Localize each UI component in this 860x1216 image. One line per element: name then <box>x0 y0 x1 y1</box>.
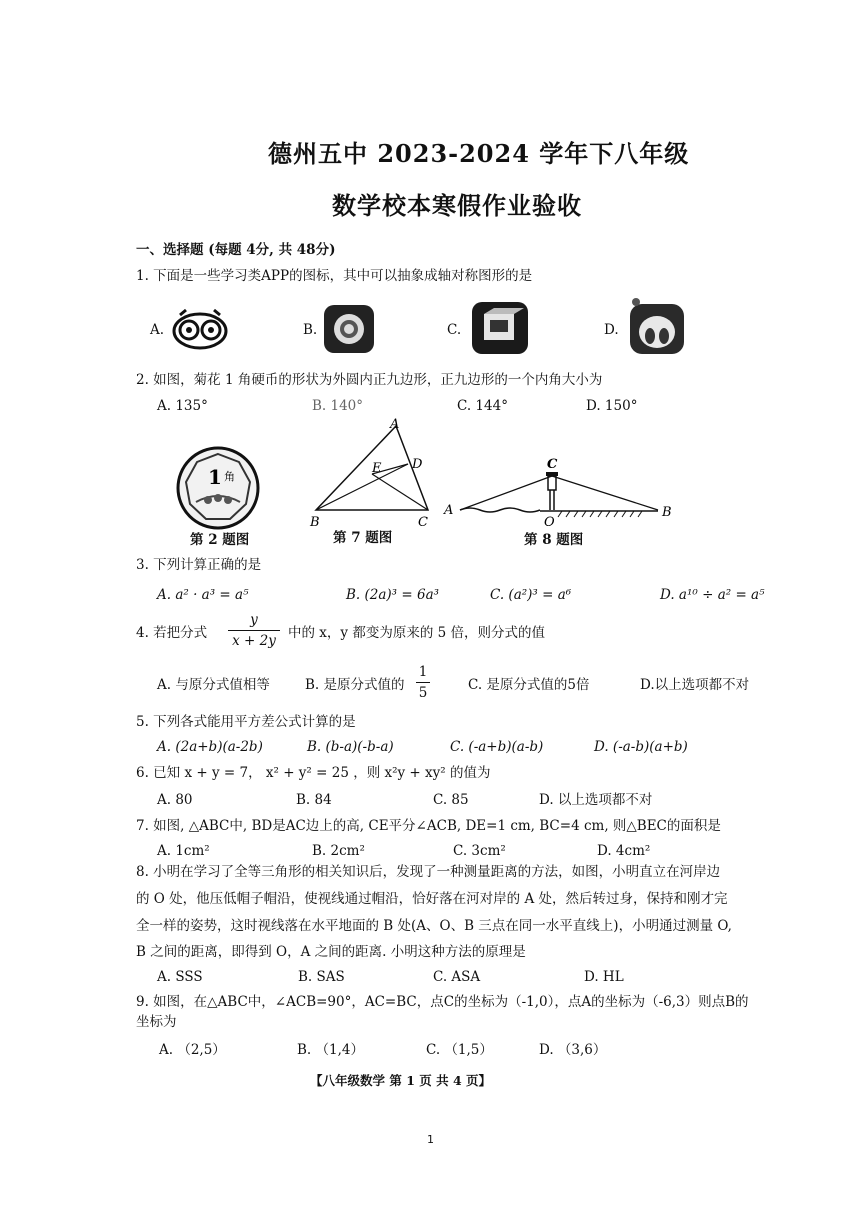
q9-option-c: C. （1,5） <box>426 1042 493 1058</box>
section-heading: 一、选择题 (每题 4分, 共 48分) <box>136 242 336 258</box>
q5-option-b: B. (b-a)(-b-a) <box>307 739 394 755</box>
q5-option-c: C. (-a+b)(a-b) <box>450 739 544 755</box>
label-e: E <box>372 461 382 476</box>
q7-stem: 7. 如图, △ABC中, BD是AC边上的高, CE平分∠ACB, DE=1 cm, BC=4 cm, 则△BEC的面积是 <box>136 818 721 834</box>
label-o: O <box>544 515 555 530</box>
app-box-icon <box>470 300 530 356</box>
q8-line-1: 8. 小明在学习了全等三角形的相关知识后，发现了一种测量距离的方法，如图，小明直立在河岸边 <box>136 864 721 880</box>
q7-option-d: D. 4cm² <box>597 843 651 859</box>
q4-option-a: A. 与原分式值相等 <box>157 677 270 693</box>
q7-option-a: A. 1cm² <box>157 843 210 859</box>
q4-optb-fraction <box>416 664 430 701</box>
q4-option-d: D.以上选项都不对 <box>640 677 750 693</box>
label-d: D <box>412 457 423 472</box>
q6-option-b: B. 84 <box>296 792 332 808</box>
q1-option-d: D. <box>604 322 619 338</box>
q4-frac-den: x + 2y <box>228 630 280 649</box>
river-caption: 第 8 题图 <box>524 532 584 548</box>
coin-caption: 第 2 题图 <box>190 532 250 548</box>
q6-stem: 6. 已知 x + y = 7， x² + y² = 25 ，则 x²y + xy² 的值为 <box>136 765 491 781</box>
q4-option-c: C. 是原分式值的5倍 <box>468 677 590 693</box>
coin-numeral: 1 <box>208 465 222 489</box>
footer-page-label: 【八年级数学 第 1 页 共 4 页】 <box>310 1073 492 1088</box>
q2-stem: 2. 如图，菊花 1 角硬币的形状为外圆内正九边形，正九边形的一个内角大小为 <box>136 372 603 388</box>
river-figure <box>440 454 680 534</box>
page-number: 1 <box>427 1133 434 1146</box>
q4-stem-post: 中的 x，y 都变为原来的 5 倍，则分式的值 <box>288 625 545 641</box>
q2-option-c: C. 144° <box>457 398 508 414</box>
label-a: A <box>390 418 400 432</box>
q2-option-b: B. 140° <box>312 398 364 414</box>
q8-option-d: D. HL <box>584 969 624 985</box>
q5-stem: 5. 下列各式能用平方差公式计算的是 <box>136 714 356 730</box>
q6-option-a: A. 80 <box>157 792 193 808</box>
q8-option-c: C. ASA <box>433 969 481 985</box>
title-line-1: 德州五中 2023-2024 学年下八年级 <box>268 139 690 168</box>
q2-option-d: D. 150° <box>586 398 638 414</box>
q9-option-b: B. （1,4） <box>297 1042 364 1058</box>
q7-option-c: C. 3cm² <box>453 843 506 859</box>
app-q-icon <box>322 303 376 355</box>
q3-stem: 3. 下列计算正确的是 <box>136 557 262 573</box>
label-b: B <box>310 515 320 530</box>
triangle-caption: 第 7 题图 <box>333 530 393 546</box>
q4-stem-pre: 4. 若把分式 <box>136 625 208 641</box>
label-b: B <box>662 505 672 520</box>
q8-option-a: A. SSS <box>157 969 203 985</box>
label-a: A <box>444 503 454 518</box>
label-c: C <box>547 457 558 472</box>
q4-option-b: B. 是原分式值的 <box>305 677 405 693</box>
app-bear-icon <box>626 296 688 358</box>
q9-line-2: 坐标为 <box>136 1014 177 1030</box>
q1-option-c: C. <box>447 322 462 338</box>
coin-figure <box>176 446 260 530</box>
q3-option-d: D. a¹⁰ ÷ a² = a⁵ <box>660 587 765 603</box>
q6-option-c: C. 85 <box>433 792 469 808</box>
coin-jiao: 角 <box>224 470 235 483</box>
q3-option-a: A. a² · a³ = a⁵ <box>157 587 249 603</box>
q3-option-b: B. (2a)³ = 6a³ <box>346 587 440 603</box>
q3-option-c: C. (a²)³ = a⁶ <box>490 587 572 603</box>
q4-frac-num: y <box>250 612 258 628</box>
q7-option-b: B. 2cm² <box>312 843 365 859</box>
q5-option-a: A. (2a+b)(a-2b) <box>157 739 263 755</box>
q8-line-3: 全一样的姿势，这时视线落在水平地面的 B 处(A、O、B 三点在同一水平直线上)，小明通过测量 O, <box>136 918 732 934</box>
q8-option-b: B. SAS <box>298 969 345 985</box>
q4-optb-num: 1 <box>418 664 428 680</box>
q9-option-d: D. （3,6） <box>539 1042 607 1058</box>
q9-option-a: A. （2,5） <box>159 1042 226 1058</box>
q1-option-a: A. <box>150 322 165 338</box>
triangle-figure <box>300 418 440 530</box>
q8-line-4: B 之间的距离，即得到 O，A 之间的距离. 小明这种方法的原理是 <box>136 944 526 960</box>
q6-option-d: D. 以上选项都不对 <box>539 792 653 808</box>
title-line-2: 数学校本寒假作业验收 <box>332 191 582 220</box>
q4-optb-den: 5 <box>416 682 430 701</box>
q1-option-b: B. <box>303 322 318 338</box>
label-c: C <box>418 515 428 530</box>
q4-fraction <box>228 612 280 649</box>
q8-line-2: 的 O 处，他压低帽子帽沿，使视线通过帽沿，恰好落在河对岸的 A 处，然后转过身，保持和刚才完 <box>136 891 728 907</box>
q9-line-1: 9. 如图，在△ABC中，∠ACB=90°，AC=BC，点C的坐标为（-1,0），点A的坐标为（-6,3）则点B的 <box>136 994 749 1010</box>
q2-option-a: A. 135° <box>157 398 208 414</box>
q5-option-d: D. (-a-b)(a+b) <box>594 739 688 755</box>
q1-stem: 1. 下面是一些学习类APP的图标，其中可以抽象成轴对称图形的是 <box>136 268 533 284</box>
owl-icon <box>170 306 230 352</box>
